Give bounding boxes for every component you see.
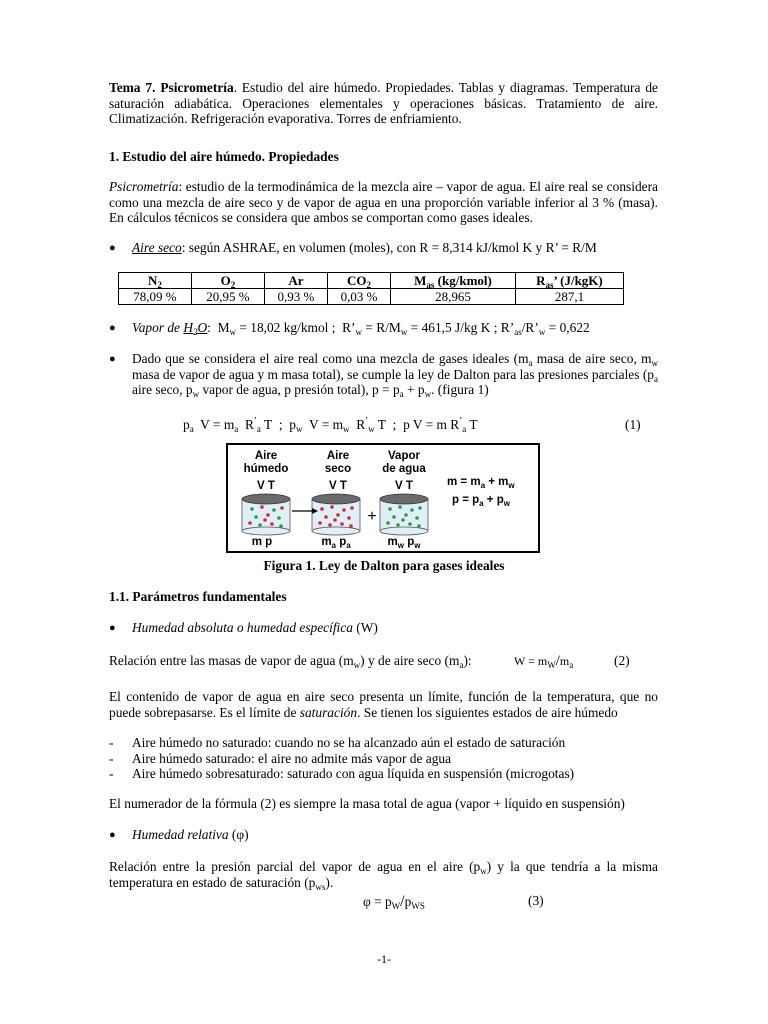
list-item: - Aire húmedo sobresaturado: saturado con agua líquida en suspensión (microgotas) [109,766,575,781]
vt-label-1: V T [257,480,275,492]
table-cell: 0,03 % [327,289,390,305]
molecule-dot [398,505,402,509]
vt-label-2: V T [329,480,347,492]
equation-1-number: (1) [625,417,641,432]
bullet-humedad-relativa [109,827,658,844]
molecule-dot [270,522,274,526]
molecule-dot [263,518,267,522]
molecule-dot [404,513,408,517]
molecule-dot [410,508,414,512]
bullet-vapor: ● Vapor de $H_2O$: $M_w = 18,02$ kg/kmol ; $R’_w = R/M_w = 461,5$ J/kg K ; $R’_{as}/R’_w = 0,622$ [109,320,590,337]
col2-title-b: seco [324,463,352,475]
col3-title-b: de agua [382,463,426,475]
equation-2-number: (2) [614,653,630,668]
relation-relativa-text: Relación entre la presión parcial del vapor de agua en el aire $(p_w)$ y la que tendría a la misma temperatura en estado de saturación $(p_{ws})$. [109,859,659,892]
molecule-dot [324,515,328,519]
table-cell: 28,965 [391,289,516,305]
contenido-text-a: El contenido de vapor de agua en aire seco presenta un límite, función de la temperatura, que no puede sobrepasarse. Es el límite de [109,689,658,720]
col2-title-a: Aire [326,450,350,462]
topic-text: . Estudio del aire húmedo. Propiedades. Tablas y diagramas. Temperatura de saturación adiabática. Operaciones elementales y operaciones básicas. Tratamiento de aire. Climatización. Refrigeración evaporativa. Torres de enfriamiento. [109,80,658,126]
molecule-dot [254,515,258,519]
bullet-icon: ● [109,622,116,634]
molecule-dot [280,506,284,510]
page-number: -1- [377,952,391,966]
cylinder-humid-air [242,494,290,535]
section-1-1-heading-wrap [109,589,658,605]
molecule-dot [401,518,405,522]
section-1 [109,149,658,165]
psicrometria-paragraph [109,179,658,226]
humedad-absoluta-term: Humedad absoluta o humedad específica [132,620,353,635]
molecule-dot [392,515,396,519]
molecule-dot [258,523,262,527]
molecule-dot [347,516,351,520]
molecule-dot [349,524,353,528]
contenido-paragraph [109,689,658,720]
cylinder-water-vapor [380,494,428,535]
numerador-paragraph [109,796,658,812]
molecule-dot [266,513,270,517]
bottom-label-3: $m_w$ $p_w$ [387,536,421,550]
bullet-icon: ● [109,322,116,334]
bullet-humedad-absoluta [109,620,658,637]
figure-1-caption: Figura 1. Ley de Dalton para gases ideales [263,558,505,573]
relation-masas-text: Relación entre las masas de vapor de agua $(m_w)$ y de aire seco $(m_a)$: [109,653,472,670]
col1-title-b: húmedo [243,463,289,475]
molecule-dot [320,507,324,511]
table-header-cell: $N_2$ [119,273,192,289]
molecule-dot [415,516,419,520]
molecule-dot [342,508,346,512]
saturacion-term: saturación [299,704,358,720]
molecule-dot [318,521,322,525]
molecule-dot [408,522,412,526]
aire-seco-text: : según ASHRAE, en volumen (moles), con R = 8,314 kJ/kmol K y R’ = R/M [181,240,597,255]
bullet-icon: ● [109,829,116,841]
equation-2: $W = m_W/m_a$ [514,653,574,670]
dalton-diagram [228,445,538,551]
equation-1: $p_a$ $V = m_a$ $R^’_a$ T ; $p_w$ $V = m_w$ $R^’_w$ T ; p V = m $R^’_a$ T [183,415,478,434]
molecule-dot [417,524,421,528]
molecule-dot [330,505,334,509]
table-cell: 287,1 [515,289,623,305]
molecule-dot [260,505,264,509]
humedad-relativa-suffix: (φ) [228,827,249,842]
molecule-dot [277,516,281,520]
table-cell: 20,95 % [191,289,264,305]
composition-table [118,272,624,305]
bullet-icon: ● [109,242,116,254]
col1-title-a: Aire [254,450,278,462]
molecule-dot [250,507,254,511]
table-header-cell: $R_{as}$’ (J/kgK) [515,273,623,289]
table-cell: 0,93 % [264,289,327,305]
molecule-dot [388,507,392,511]
table-header-cell: Ar [264,273,327,289]
topic-label: Tema 7. Psicrometría [109,80,234,95]
list-item: - Aire húmedo no saturado: cuando no se ha alcanzado aún el estado de saturación [109,735,566,750]
table-header-cell: $CO_2$ [327,273,390,289]
bullet-aire-seco [109,240,658,257]
psicrometria-text: : estudio de la termodinámica de la mezcla aire – vapor de agua. El aire real se considera como una mezcla de aire seco y de vapor de agua en una proporción variable inferior al 3 % (masa). En cálculos técnicos se considera que ambos se comportan como gases ideales. [109,179,658,225]
molecule-dot [328,523,332,527]
dalton-text: Dado que se considera el aire real como una mezcla de gases ideales ($m_a$ masa de aire seco, $m_w$ masa de vapor de agua y m masa total), se cumple la ley de Dalton para las presiones parciales ($p_a$ aire seco, $p_w$ vapor de agua, p presión total), $p = p_a + p_w$. (figura 1) [132,351,658,399]
molecule-dot [340,522,344,526]
bullet-dalton [109,351,658,398]
psicrometria-term: Psicrometría [109,179,179,194]
cylinder-dry-air [312,494,360,535]
document-body [109,80,658,127]
list-item: - Aire húmedo saturado: el aire no admite más vapor de agua [109,750,452,766]
molecule-dot [333,518,337,522]
molecule-dot [386,521,390,525]
contenido-text-b: . Se tienen los siguientes estados de aire húmedo [357,704,618,720]
bottom-label-2: $m_a$ $p_a$ [321,536,351,550]
vapor-term: Vapor de $H_2O$ [132,320,208,337]
table-header-cell: $M_{as}$ (kg/kmol) [391,273,516,289]
relation-relativa [109,859,658,890]
intro-paragraph [109,80,658,127]
composition-table-wrap [109,272,658,305]
section-1-heading: 1. Estudio del aire húmedo. Propiedades [109,149,339,164]
vt-label-3: V T [395,480,413,492]
molecule-dot [248,521,252,525]
molecule-dot [418,506,422,510]
plus-sign: + [367,508,377,525]
molecule-dot [396,523,400,527]
bullet-icon: ● [109,353,116,365]
humedad-relativa-term: Humedad relativa [132,827,229,842]
col3-title-a: Vapor [388,450,420,462]
bottom-label-1: m p [251,536,273,548]
section-1-1-heading: 1.1. Parámetros fundamentales [109,589,287,604]
eq-m: $m = m_a + m_w$ [447,476,515,490]
table-cell: 78,09 % [119,289,192,305]
relation-masas [109,653,658,669]
equation-3-number: (3) [528,893,544,908]
eq-p: $p = p_a + p_w$ [452,494,510,508]
table-header-cell: $O_2$ [191,273,264,289]
molecule-dot [350,506,354,510]
aire-seco-term: Aire seco [132,240,182,255]
molecule-dot [272,508,276,512]
states-list [109,735,658,782]
equation-3: $\varphi = p_W/p_{WS}$ [363,893,425,911]
molecule-dot [336,513,340,517]
numerador-text: El numerador de la fórmula (2) es siempre la masa total de agua (vapor + líquido en suspensión) [109,796,625,811]
humedad-absoluta-suffix: (W) [352,620,378,635]
figure-1 [226,443,540,553]
molecule-dot [279,524,283,528]
